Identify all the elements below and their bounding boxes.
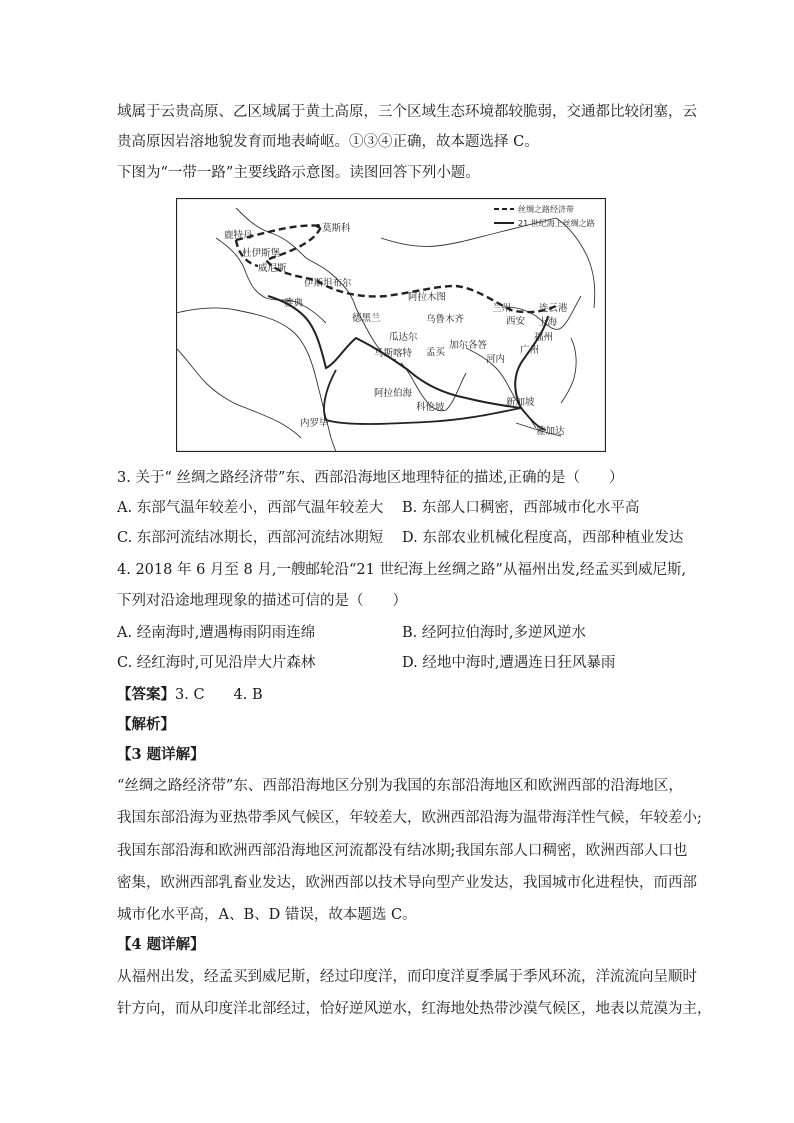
label-moscow: 莫斯科 <box>322 223 351 234</box>
label-nairobi: 内罗毕 <box>300 418 329 429</box>
answer-tag: 【答案】 <box>117 686 175 703</box>
legend-belt-label: 丝绸之路经济带 <box>518 205 574 214</box>
intro-line-1: 域属于云贵高原、乙区域属于黄土高原，三个区域生态环境都较脆弱，交通都比较闭塞，云 <box>117 104 697 120</box>
legend-road-label: 21 世纪海上丝绸之路 <box>518 219 595 228</box>
label-venice: 威尼斯 <box>258 263 287 274</box>
q3-detail-line-2: 我国东部沿海为亚热带季风气候区，年较差大，欧洲西部沿海为温带海洋性气候，年较差小; <box>117 810 702 826</box>
q3-detail-line-1: “丝绸之路经济带”东、西部沿海地区分别为我国的东部沿海地区和欧洲西部的沿海地区， <box>117 778 683 794</box>
label-lianyungang: 连云港 <box>539 303 568 314</box>
label-gwadar: 瓜达尔 <box>389 332 418 343</box>
q4-option-c: C. 经红海时,可见沿岸大片森林 <box>117 655 316 671</box>
q3-stem: 3. 关于“ 丝绸之路经济带”东、西部沿海地区地理特征的描述,正确的是（ ） <box>117 470 624 486</box>
label-arabian-sea: 阿拉伯海 <box>374 388 413 399</box>
q3-detail-line-5: 城市化水平高，A、B、D 错误，故本题选 C。 <box>117 907 417 923</box>
q4-detail-tag: 【4 题详解】 <box>117 936 205 953</box>
label-lanzhou: 兰州 <box>492 303 512 314</box>
belt-and-road-map <box>176 198 606 452</box>
label-fuzhou: 福州 <box>534 332 554 343</box>
q3-option-c: C. 东部河流结冰期长，西部河流结冰期短 <box>117 530 384 546</box>
label-colombo: 科伦坡 <box>416 402 445 413</box>
label-athens: 雅典 <box>284 298 304 309</box>
q3-detail-line-4: 密集，欧洲西部乳畜业发达，欧洲西部以技术导向型产业发达，我国城市化进程快，而西部 <box>117 875 697 891</box>
q4-option-d: D. 经地中海时,遭遇连日狂风暴雨 <box>402 655 616 671</box>
label-shanghai: 上海 <box>538 317 558 328</box>
q3-option-b: B. 东部人口稠密，西部城市化水平高 <box>402 500 640 516</box>
q3-detail-line-3: 我国东部沿海和欧洲西部沿海地区河流都没有结冰期;我国东部人口稠密，欧洲西部人口也 <box>117 843 688 859</box>
intro-line-3: 下图为“一带一路”主要线路示意图。读图回答下列小题。 <box>117 165 480 181</box>
label-duisburg: 杜伊斯堡 <box>242 248 281 259</box>
label-istanbul: 伊斯坦布尔 <box>304 278 352 289</box>
label-guangzhou: 广州 <box>520 345 540 356</box>
q3-detail-tag: 【3 题详解】 <box>117 746 205 763</box>
label-tehran: 德黑兰 <box>352 313 381 324</box>
label-muscat: 马斯喀特 <box>374 348 413 359</box>
label-xian: 西安 <box>506 316 526 327</box>
q3-option-a: A. 东部气温年较差小，西部气温年较差大 <box>117 500 384 516</box>
label-rotterdam: 鹿特丹 <box>224 230 253 241</box>
q4-detail-line-2: 针方向，而从印度洋北部经过，恰好逆风逆水，红海地处热带沙漠气候区，地表以荒漠为主， <box>117 1001 712 1017</box>
q4-option-b: B. 经阿拉伯海时,多逆风逆水 <box>402 625 586 641</box>
q3-option-d: D. 东部农业机械化程度高，西部种植业发达 <box>402 530 684 546</box>
label-hanoi: 河内 <box>486 354 506 365</box>
label-singapore: 新加坡 <box>506 397 535 408</box>
q4-stem-line-1: 4. 2018 年 6 月至 8 月,一艘邮轮沿“21 世纪海上丝绸之路”从福州出发,经孟买到威尼斯, <box>117 562 687 578</box>
q4-stem-line-2: 下列对沿途地理现象的描述可信的是（ ） <box>117 593 407 609</box>
answer-text: 3. C 4. B <box>175 687 263 703</box>
q4-option-a: A. 经南海时,遭遇梅雨阴雨连绵 <box>117 625 316 641</box>
label-mumbai: 孟买 <box>426 347 446 358</box>
label-jakarta: 雅加达 <box>536 426 565 437</box>
analysis-tag: 【解析】 <box>117 716 175 733</box>
label-almaty: 阿拉木图 <box>408 292 447 303</box>
intro-line-2: 贵高原因岩溶地貌发育而地表崎岖。①③④正确，故本题选择 C。 <box>117 134 539 150</box>
label-urumqi: 乌鲁木齐 <box>426 314 465 325</box>
label-kolkata: 加尔各答 <box>449 340 488 351</box>
answer-line <box>117 685 263 705</box>
q4-detail-line-1: 从福州出发，经孟买到威尼斯，经过印度洋，而印度洋夏季属于季风环流，洋流流向呈顺时 <box>117 969 697 985</box>
